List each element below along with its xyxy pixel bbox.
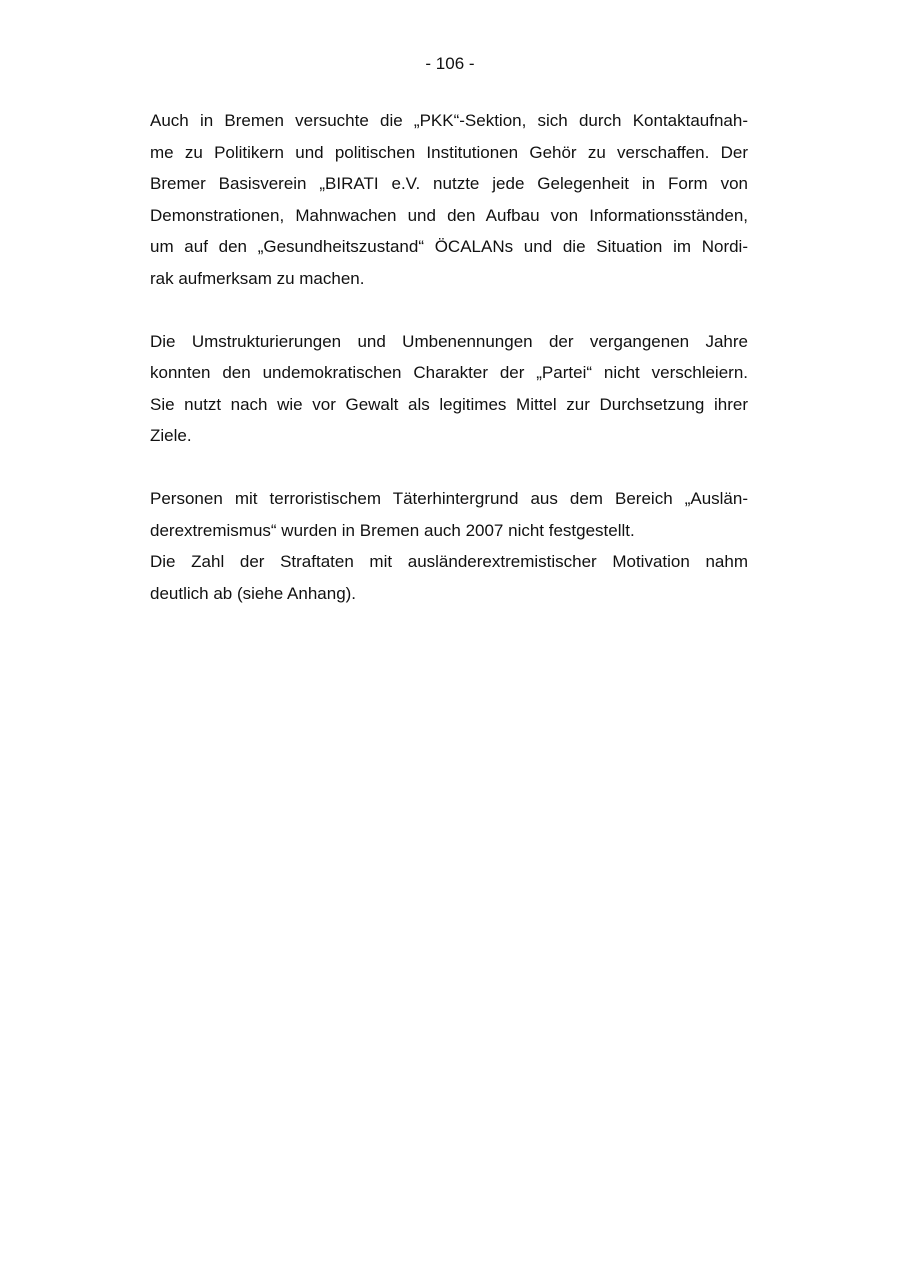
text-line: um auf den „Gesundheitszustand“ ÖCALANs und die Situation im Nordi- (150, 237, 748, 256)
paragraph-personen-straftaten (150, 483, 748, 609)
paragraph-umstrukturierungen (150, 326, 748, 452)
text-line: Sie nutzt nach wie vor Gewalt als legitimes Mittel zur Durchsetzung ihrer (150, 394, 748, 414)
text-line: Bremer Basisverein „BIRATI e.V. nutzte jede Gelegenheit in Form von (150, 174, 748, 193)
text-line: Personen mit terroristischem Täterhintergrund aus dem Bereich „Auslän- (150, 489, 748, 508)
text-line: Ziele. (150, 426, 192, 445)
text-line: derextremismus“ wurden in Bremen auch 2007 nicht festgestellt. (150, 520, 635, 540)
text-line: me zu Politikern und politischen Institutionen Gehör zu verschaffen. Der (150, 142, 748, 162)
page-number: - 106 - (425, 54, 475, 73)
document-body (150, 105, 748, 641)
text-line: Die Zahl der Straftaten mit ausländerextremistischer Motivation nahm (150, 552, 748, 571)
text-line: Demonstrationen, Mahnwachen und den Aufbau von Informationsständen, (150, 205, 748, 225)
text-line: konnten den undemokratischen Charakter der „Partei“ nicht verschleiern. (150, 363, 748, 382)
paragraph-pkk-bremen (150, 105, 748, 294)
text-line: rak aufmerksam zu machen. (150, 268, 365, 288)
text-line: Die Umstrukturierungen und Umbenennungen der vergangenen Jahre (150, 331, 748, 351)
text-line: deutlich ab (siehe Anhang). (150, 583, 357, 603)
text-line: Auch in Bremen versuchte die „PKK“-Sektion, sich durch Kontaktaufnah- (150, 111, 748, 130)
